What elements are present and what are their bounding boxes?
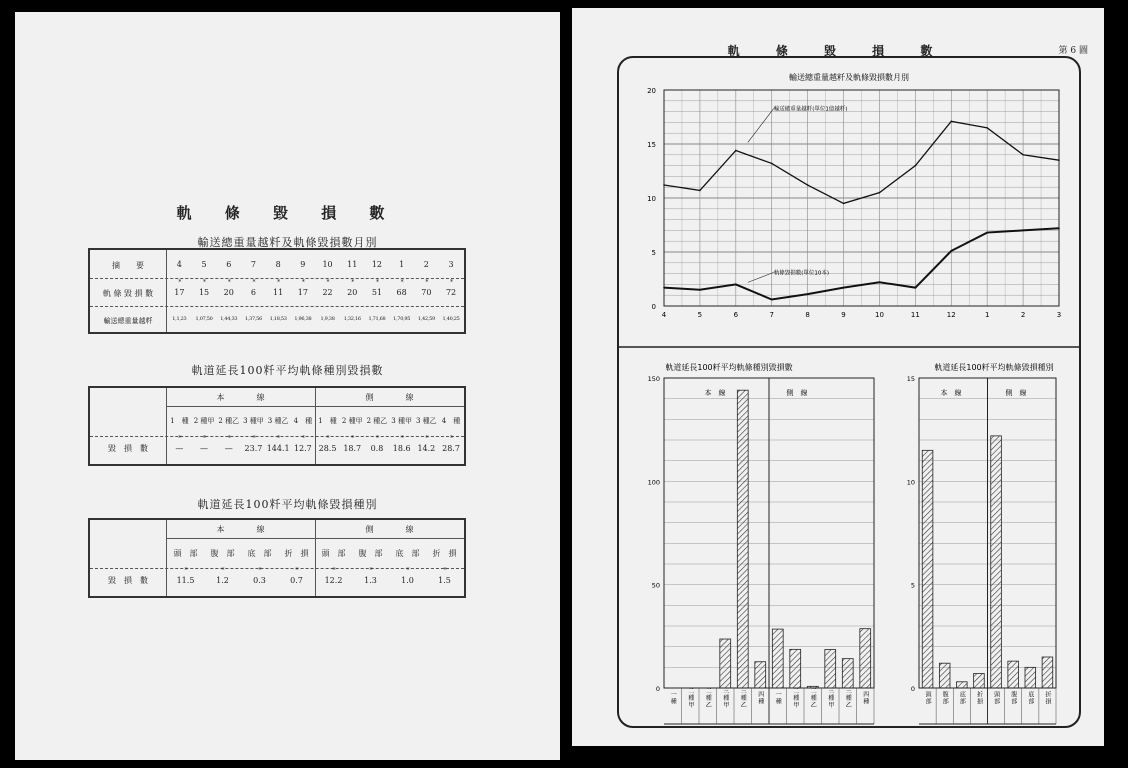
- table-cell: 28.5: [318, 444, 337, 453]
- table-cell: 11.5: [176, 576, 195, 585]
- label-leader: [748, 272, 774, 282]
- month-header: 1: [399, 260, 405, 269]
- table2-row-label: 毀 損 數: [108, 444, 148, 453]
- figure-page-title: 軌 條 毀 損 數: [727, 44, 949, 58]
- column-header: 底 部: [247, 549, 272, 558]
- table-cell: 12.7: [293, 444, 312, 453]
- data-point: [807, 293, 809, 295]
- table2-group-main: 本 線: [216, 393, 265, 402]
- table-cell: 1,18,53: [269, 316, 287, 322]
- data-point: [843, 287, 845, 289]
- asterisk-mark: *: [375, 279, 379, 286]
- label-leader: [748, 108, 774, 142]
- bar: [755, 662, 766, 688]
- y-tick-label: 10: [647, 195, 656, 203]
- column-header: 3 種乙: [416, 417, 437, 425]
- data-point: [950, 121, 952, 123]
- table-cell: 17: [297, 288, 308, 297]
- table-cell: 17: [174, 288, 185, 297]
- month-header: 11: [347, 260, 358, 269]
- month-header: 6: [226, 260, 232, 269]
- column-header: 2 種乙: [218, 417, 240, 425]
- data-point: [735, 284, 737, 286]
- table-cell: 1,70,95: [393, 316, 411, 322]
- x-tick-label: 10: [874, 311, 884, 319]
- asterisk-mark: *: [227, 435, 231, 442]
- data-point: [735, 150, 737, 152]
- bar: [842, 659, 853, 688]
- asterisk-mark: *: [301, 279, 305, 286]
- bar: [720, 639, 731, 688]
- asterisk-mark: *: [252, 279, 256, 286]
- table-cell: 1,42,59: [417, 316, 435, 322]
- x-tick-label: 6: [733, 311, 739, 319]
- x-tick-label: 7: [769, 311, 774, 319]
- month-header: 8: [275, 260, 281, 269]
- table1: [88, 248, 466, 334]
- x-tick-label: 8: [805, 311, 810, 319]
- column-header: 4 種: [293, 417, 313, 425]
- asterisk-mark: *: [400, 279, 404, 286]
- asterisk-mark: *: [375, 435, 379, 442]
- y-tick-label: 10: [906, 478, 915, 487]
- column-header: 2 種乙: [366, 417, 388, 425]
- data-point: [663, 184, 665, 186]
- y-tick-label: 15: [906, 375, 915, 383]
- column-header: 底 部: [395, 549, 420, 558]
- asterisk-mark: *: [295, 567, 299, 574]
- bar: [1042, 657, 1053, 688]
- column-header: 3 種甲: [391, 417, 412, 425]
- asterisk-mark: *: [203, 279, 207, 286]
- category-label: 一種: [774, 691, 782, 705]
- month-header: 10: [322, 260, 333, 269]
- table-cell: 1.5: [438, 576, 451, 585]
- table3-group-main: 本 線: [216, 525, 265, 534]
- chart3-group-main: 本 線: [940, 389, 962, 397]
- column-header: 1 種: [170, 417, 189, 425]
- asterisk-mark: *: [178, 279, 182, 286]
- table-cell: 0.8: [370, 444, 384, 453]
- asterisk-mark: *: [252, 435, 256, 442]
- data-point: [807, 184, 809, 186]
- table-cell: 20: [347, 288, 358, 297]
- x-tick-label: 11: [910, 311, 920, 319]
- category-label: 頭部: [992, 691, 1000, 705]
- asterisk-mark: *: [227, 279, 231, 286]
- table1-title: 輸送總重量越粁及軌條毀損數月別: [197, 236, 378, 249]
- data-point: [915, 165, 917, 167]
- chart2-group-side: 側 線: [786, 389, 808, 397]
- asterisk-mark: *: [425, 279, 429, 286]
- column-header: 腹 部: [358, 549, 383, 558]
- data-point: [950, 250, 952, 252]
- y-tick-label: 0: [910, 685, 915, 693]
- table-cell: 6: [250, 288, 256, 297]
- table-cell: 1,9,38: [320, 316, 335, 322]
- category-label: 三種甲: [721, 687, 729, 709]
- x-tick-label: 4: [661, 311, 667, 319]
- column-header: 2 種甲: [341, 417, 363, 425]
- table-cell: 11: [273, 288, 284, 297]
- table2-title: 軌道延長100粁平均軌條種別毀損數: [191, 364, 384, 377]
- table-cell: 20: [223, 288, 234, 297]
- month-header: 7: [250, 260, 256, 269]
- table-cell: 1.0: [401, 576, 414, 585]
- y-tick-label: 0: [655, 685, 660, 693]
- data-point: [1058, 159, 1060, 161]
- chart3-group-side: 側 線: [1005, 389, 1027, 397]
- category-label: 折損: [975, 691, 983, 705]
- chart2-title: 軌道延長100粁平均軌條種別毀損數: [665, 363, 793, 372]
- table-cell: 12.2: [324, 576, 343, 585]
- table-cell: 0.3: [253, 576, 266, 585]
- data-point: [1058, 227, 1060, 229]
- bar: [1025, 667, 1036, 688]
- table-cell: 18.7: [343, 444, 362, 453]
- bar: [825, 650, 836, 688]
- table3: [88, 518, 466, 598]
- table-cell: 1,40,25: [442, 316, 460, 322]
- column-header: 1 種: [318, 417, 337, 425]
- column-header: 4 種: [441, 417, 461, 425]
- x-tick-label: 1: [984, 311, 990, 319]
- column-header: 3 種乙: [267, 417, 289, 425]
- y-tick-label: 150: [647, 375, 660, 383]
- month-header: 9: [300, 260, 306, 269]
- category-label: 四種: [756, 691, 764, 705]
- column-header: 3 種甲: [243, 417, 264, 425]
- table-cell: 23.7: [244, 444, 263, 453]
- column-header: 折 損: [284, 549, 309, 558]
- category-label: 一種: [669, 691, 677, 705]
- asterisk-mark: *: [443, 567, 447, 574]
- table-cell: 1.3: [364, 576, 377, 585]
- asterisk-mark: *: [203, 435, 207, 442]
- bar: [790, 649, 801, 688]
- table-cell: 144.1: [266, 444, 290, 453]
- table-cell: 14.2: [417, 444, 436, 453]
- table-cell: 1,37,56: [244, 316, 262, 322]
- asterisk-mark: *: [332, 567, 336, 574]
- table-cell: 1.2: [216, 576, 229, 585]
- data-point: [771, 299, 773, 301]
- data-point: [915, 287, 917, 289]
- category-label: 三種甲: [826, 687, 834, 709]
- table1-header-label: 摘 要: [112, 261, 144, 270]
- bar: [957, 682, 968, 688]
- data-point: [699, 190, 701, 192]
- table-cell: 1,07,50: [195, 316, 213, 322]
- table-cell: 0.7: [290, 576, 303, 585]
- data-point: [663, 287, 665, 289]
- asterisk-mark: *: [178, 435, 182, 442]
- data-point: [771, 163, 773, 165]
- asterisk-mark: *: [351, 435, 355, 442]
- table-cell: 22: [322, 288, 333, 297]
- x-tick-label: 9: [841, 311, 846, 319]
- y-tick-label: 0: [651, 303, 656, 311]
- category-label: 底部: [958, 691, 966, 705]
- figure-number: 第 6 圖: [1058, 46, 1088, 56]
- category-label: 三種乙: [739, 687, 747, 709]
- y-tick-label: 15: [647, 141, 656, 149]
- bar: [922, 450, 933, 688]
- column-header: 頭 部: [321, 549, 346, 558]
- chart2-group-main: 本 線: [704, 389, 726, 397]
- table-cell: 1,71,68: [368, 316, 386, 322]
- asterisk-mark: *: [400, 435, 404, 442]
- x-tick-label: 12: [946, 311, 956, 319]
- asterisk-mark: *: [326, 279, 330, 286]
- table1-row2-label: 輸送總重量越粁: [103, 317, 153, 325]
- table2: [88, 386, 466, 466]
- y-tick-label: 5: [910, 581, 915, 590]
- asterisk-mark: *: [450, 435, 454, 442]
- category-label: 四種: [861, 691, 869, 705]
- asterisk-mark: *: [258, 567, 262, 574]
- table-cell: —: [224, 444, 233, 453]
- asterisk-mark: *: [425, 435, 429, 442]
- table-cell: 51: [371, 288, 383, 297]
- y-tick-label: 20: [647, 87, 656, 95]
- table1-row1-label: 軌 條 毀 損 數: [102, 289, 154, 298]
- asterisk-mark: *: [406, 567, 410, 574]
- y-tick-label: 100: [647, 478, 660, 487]
- figure-charts: [619, 58, 1079, 726]
- category-label: 二種甲: [791, 687, 799, 709]
- x-tick-label: 3: [1056, 311, 1062, 319]
- table-cell: 1,44,33: [220, 316, 238, 322]
- data-point: [1022, 230, 1024, 232]
- chart3-title: 軌道延長100粁平均軌條毀損種別: [934, 363, 1054, 372]
- bar: [772, 629, 783, 688]
- category-label: 腹部: [941, 691, 949, 705]
- category-label: 腹部: [1009, 691, 1017, 705]
- category-label: 折損: [1043, 691, 1051, 705]
- category-label: 二種乙: [704, 687, 712, 709]
- series-label: 軌條毀損數(單位10本): [773, 270, 830, 277]
- category-label: 三種乙: [844, 687, 852, 709]
- table3-title: 軌道延長100粁平均軌條毀損種別: [197, 498, 378, 511]
- data-point: [843, 203, 845, 205]
- asterisk-mark: *: [277, 279, 281, 286]
- asterisk-mark: *: [369, 567, 373, 574]
- table-cell: 70: [421, 288, 432, 297]
- column-header: 折 損: [432, 549, 457, 558]
- y-tick-label: 50: [651, 581, 660, 590]
- series-label: 輸送總重量越粁(單位1億越粁): [773, 106, 848, 113]
- table-cell: —: [175, 444, 184, 453]
- data-point: [1022, 154, 1024, 156]
- bar: [974, 674, 985, 688]
- month-header: 5: [201, 260, 207, 269]
- table-cell: —: [200, 444, 209, 453]
- category-label: 二種甲: [686, 687, 694, 709]
- data-point: [879, 281, 881, 283]
- left-page: [15, 12, 560, 760]
- bar: [737, 390, 748, 688]
- column-header: 2 種甲: [193, 417, 215, 425]
- asterisk-mark: *: [450, 279, 454, 286]
- data-point: [986, 232, 988, 234]
- asterisk-mark: *: [301, 435, 305, 442]
- data-point: [879, 192, 881, 194]
- table-cell: 15: [198, 288, 210, 297]
- figure-frame: [617, 56, 1081, 728]
- bar: [991, 436, 1002, 688]
- column-header: 腹 部: [210, 549, 235, 558]
- month-header: 4: [176, 260, 182, 269]
- data-point: [986, 127, 988, 129]
- x-tick-label: 2: [1020, 311, 1026, 319]
- asterisk-mark: *: [351, 279, 355, 286]
- chart1-title: 輸送總重量越粁及軌條毀損數月別: [789, 73, 909, 82]
- y-tick-label: 5: [651, 249, 656, 257]
- asterisk-mark: *: [221, 567, 225, 574]
- table-cell: 72: [445, 288, 457, 297]
- table3-row-label: 毀 損 數: [108, 576, 148, 585]
- table-cell: 28.7: [442, 444, 460, 453]
- asterisk-mark: *: [184, 567, 188, 574]
- month-header: 3: [448, 260, 454, 269]
- bar: [1008, 661, 1019, 688]
- table-cell: 18.6: [392, 444, 411, 453]
- table-cell: 1,32,16: [343, 316, 361, 322]
- table2-group-side: 側 線: [365, 393, 414, 402]
- table-cell: 1,96,38: [294, 316, 312, 322]
- bar: [860, 629, 871, 688]
- column-header: 頭 部: [173, 549, 198, 558]
- table3-group-side: 側 線: [365, 525, 414, 534]
- month-header: 12: [371, 260, 383, 269]
- month-header: 2: [423, 260, 429, 269]
- category-label: 底部: [1026, 691, 1034, 705]
- bar: [939, 663, 950, 688]
- right-page: [572, 8, 1104, 746]
- asterisk-mark: *: [326, 435, 330, 442]
- x-tick-label: 5: [697, 311, 703, 319]
- table-cell: 68: [396, 288, 407, 297]
- table-cell: 1,1,23: [172, 316, 187, 322]
- page-title: 軌 條 毀 損 數: [176, 204, 399, 222]
- category-label: 頭部: [924, 691, 932, 705]
- data-point: [699, 289, 701, 291]
- category-label: 二種乙: [809, 687, 817, 709]
- asterisk-mark: *: [277, 435, 281, 442]
